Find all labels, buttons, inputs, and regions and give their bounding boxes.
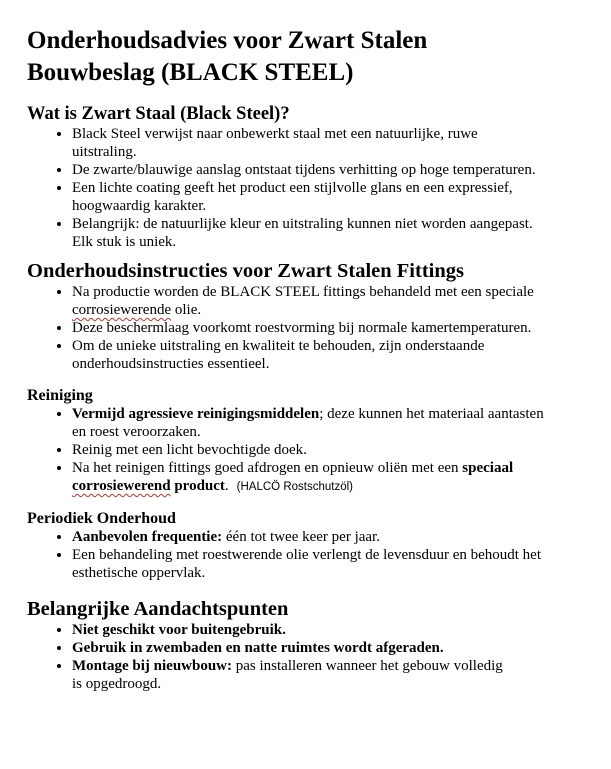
list-item: • Deze beschermlaag voorkomt roestvorming bij normale kamertemperaturen.: [72, 319, 546, 337]
list-item: • Gebruik in zwembaden en natte ruimtes wordt afgeraden.: [72, 639, 546, 657]
list-item: • Een behandeling met roestwerende olie verlengt de levensduur en behoudt het esthetische oppervlak.: [72, 546, 546, 582]
document-title: Onderhoudsadvies voor Zwart Stalen Bouwbeslag (BLACK STEEL): [27, 27, 428, 86]
list-cleaning: [27, 405, 546, 496]
list-periodic-maintenance: [27, 528, 546, 582]
misspelled-word: corrosiewerend: [72, 478, 171, 494]
list-item: [72, 283, 546, 319]
list-item: • Reinig met een licht bevochtigde doek.: [72, 441, 546, 459]
list-item: • Om de unieke uitstraling en kwaliteit te behouden, zijn onderstaande onderhoudsinstructies essentieel.: [72, 337, 546, 373]
bullet-text: Na productie worden de BLACK STEEL fittings behandeld met een speciale: [72, 284, 534, 300]
bullet-text: Na het reinigen fittings goed afdrogen en opnieuw oliën met een: [72, 460, 463, 476]
misspelled-word: corrosiewerende: [72, 302, 172, 318]
list-item: [72, 657, 512, 693]
bold-text: Aanbevolen frequentie:: [72, 529, 223, 545]
heading-periodic-maintenance: Periodiek Onderhoud: [27, 510, 176, 527]
list-item: [72, 405, 546, 441]
bullet-text: olie.: [171, 302, 202, 318]
bullet-text: pas installeren wanneer het gebouw volledig is opgedroogd.: [72, 658, 503, 692]
bold-text: product: [170, 478, 225, 494]
list-item: [72, 459, 546, 496]
heading-cleaning: Reiniging: [27, 387, 93, 404]
list-item: • Niet geschikt voor buitengebruik.: [72, 621, 546, 639]
list-item: • Belangrijk: de natuurlijke kleur en uitstraling kunnen niet worden aangepast. Elk stuk is uniek.: [72, 215, 546, 251]
heading-important-points: Belangrijke Aandachtspunten: [27, 598, 289, 620]
product-note: (HALCÖ Rostschutzöl): [236, 481, 353, 493]
list-item: • Een lichte coating geeft het product een stijlvolle glans en een expressief, hoogwaardig karakter.: [72, 179, 546, 215]
list-item: • De zwarte/blauwige aanslag ontstaat tijdens verhitting op hoge temperaturen.: [72, 161, 546, 179]
list-maintenance-instructions: [27, 283, 546, 373]
heading-maintenance-instructions: Onderhoudsinstructies voor Zwart Stalen Fittings: [27, 260, 464, 282]
heading-what-is-black-steel: Wat is Zwart Staal (Black Steel)?: [27, 104, 290, 124]
bullet-text: .: [224, 478, 229, 494]
bold-text: speciaal: [462, 460, 514, 476]
bullet-text: één tot twee keer per jaar.: [222, 529, 380, 545]
bold-text: Montage bij nieuwbouw:: [72, 658, 233, 674]
list-important-points: [27, 621, 546, 693]
list-item: • Black Steel verwijst naar onbewerkt staal met een natuurlijke, ruwe uitstraling.: [72, 125, 546, 161]
list-what-is-black-steel: [27, 125, 546, 251]
bullet-text: ; deze kunnen het materiaal aantasten en roest veroorzaken.: [72, 406, 544, 440]
list-item: [72, 528, 546, 546]
bold-text: Vermijd agressieve reinigingsmiddelen: [72, 406, 320, 422]
